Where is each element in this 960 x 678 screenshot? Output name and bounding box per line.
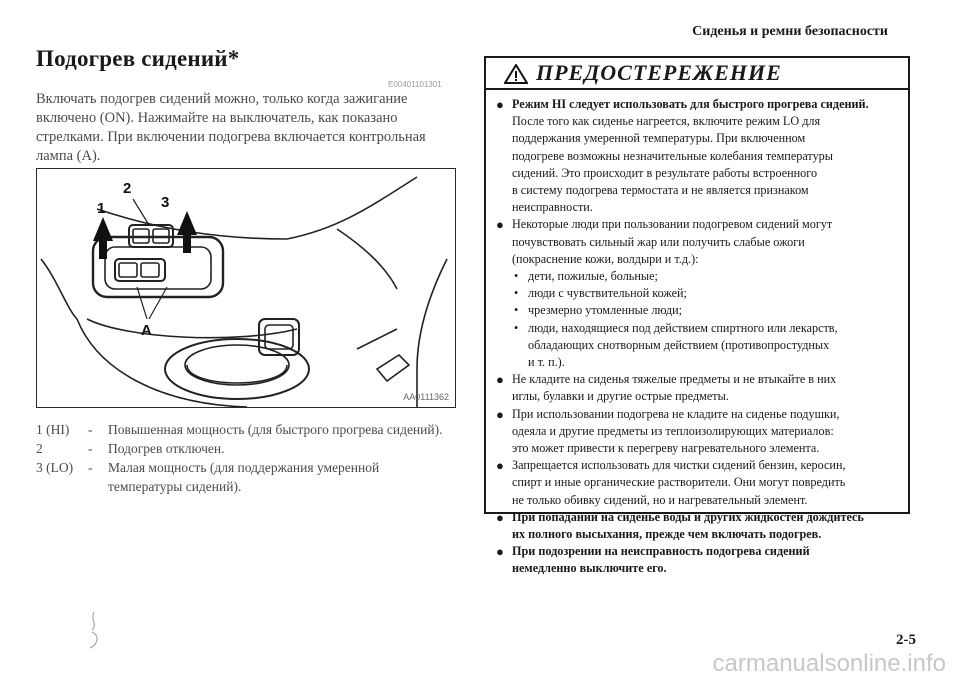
- legend-dash: -: [88, 460, 93, 475]
- warning-line: Не кладите на сиденья тяжелые предметы и не втыкайте в них: [512, 372, 837, 387]
- legend-row-off: [36, 439, 456, 458]
- bullet-icon: ●: [496, 406, 504, 422]
- warning-line: одеяла и другие предметы из теплоизолирующих материалов:: [512, 423, 834, 438]
- warning-line: это может привести к перегреву нагревательного элемента.: [512, 441, 820, 456]
- warning-line: иглы, булавки и другие острые предметы.: [512, 389, 729, 404]
- callout-3: 3: [161, 194, 170, 211]
- legend-dash: -: [88, 441, 93, 456]
- legend-text: [108, 439, 456, 458]
- warning-line: При подозрении на неисправность подогрева сидений: [512, 544, 810, 559]
- dot-icon: •: [514, 320, 519, 335]
- bullet-icon: ●: [496, 544, 504, 560]
- legend-row-lo: [36, 458, 456, 496]
- warning-line: неисправности.: [512, 200, 593, 215]
- warning-header: [486, 58, 908, 90]
- warning-line: спирт и иные органические растворители. Они могут повредить: [512, 475, 846, 490]
- warning-line: поддержания умеренной температуры. При включенном: [512, 131, 806, 146]
- warning-line: Режим HI следует использовать для быстрого прогрева сидений.: [512, 97, 869, 111]
- intro-paragraph: [36, 90, 456, 166]
- legend-text: [108, 420, 456, 439]
- warning-line: Некоторые люди при пользовании подогревом сидений могут: [512, 217, 833, 232]
- warning-line: их полного высыхания, прежде чем включать подогрев.: [512, 527, 822, 542]
- warning-line: Запрещается использовать для чистки сидений бензин, керосин,: [512, 458, 846, 473]
- margin-mark: [86, 610, 106, 650]
- dot-icon: •: [514, 286, 519, 301]
- legend-row-hi: [36, 420, 456, 439]
- warning-line: При использовании подогрева не кладите на сиденье подушки,: [512, 406, 840, 421]
- warning-item: [496, 509, 902, 543]
- bullet-icon: ●: [496, 509, 504, 525]
- intro-line: включено (ON). Нажимайте на выключатель, как показано: [36, 110, 398, 126]
- warning-subitem: [496, 285, 902, 302]
- warning-line: чрезмерно утомленные люди;: [528, 303, 682, 318]
- warning-line: почувствовать сильный жар или получить слабые ожоги: [512, 234, 805, 249]
- section-code: E00401101301: [388, 80, 442, 89]
- intro-line: Включать подогрев сидений можно, только когда зажигание: [36, 91, 408, 107]
- warning-line: При попадании на сиденье воды и других жидкостей дождитесь: [512, 509, 864, 524]
- console-illustration: [37, 169, 456, 408]
- bullet-icon: ●: [496, 217, 504, 233]
- running-head: Сиденья и ремни безопасности: [692, 24, 888, 39]
- legend-key: 2: [36, 441, 43, 456]
- warning-line: дети, пожилые, больные;: [528, 269, 658, 284]
- warning-line: После того как сиденье нагреется, включите режим LO для: [512, 114, 821, 129]
- intro-line: стрелками. При включении подогрева включается контрольная: [36, 129, 426, 145]
- warning-subitem: [496, 302, 902, 319]
- warning-item: [496, 457, 902, 509]
- warning-box: [484, 56, 910, 576]
- watermark: carmanualsonline.info: [712, 650, 946, 677]
- warning-line: сидений. Это происходит в результате работы встроенного: [512, 165, 818, 180]
- dot-icon: •: [514, 303, 519, 318]
- legend-line: температуры сидений).: [108, 479, 242, 494]
- bullet-icon: ●: [496, 97, 504, 112]
- warning-item: [496, 96, 902, 216]
- warning-line: и т. п.).: [528, 355, 565, 370]
- legend-key: 1 (HI): [36, 422, 70, 437]
- warning-item: [496, 216, 902, 268]
- legend-dash: -: [88, 422, 93, 437]
- legend-line: Малая мощность (для поддержания умеренной: [108, 460, 380, 475]
- section-title: Подогрев сидений*: [36, 46, 240, 71]
- callout-1: 1: [97, 200, 106, 217]
- warning-line: люди, находящиеся под действием спиртного или лекарств,: [528, 320, 838, 335]
- dot-icon: •: [514, 269, 519, 284]
- warning-line: не только обивку сидений, но и нагревательный элемент.: [512, 492, 808, 507]
- warning-list: [496, 96, 902, 578]
- warning-item: [496, 406, 902, 458]
- seat-heater-figure: [36, 168, 456, 408]
- callout-A: A: [141, 322, 152, 339]
- page-number: 2-5: [896, 632, 916, 648]
- warning-subitem: [496, 268, 902, 285]
- callout-2: 2: [123, 180, 132, 197]
- figure-code: AA0111362: [403, 392, 449, 402]
- legend-key: 3 (LO): [36, 460, 74, 475]
- warning-triangle-icon: [504, 64, 528, 84]
- legend-line: Подогрев отключен.: [108, 441, 225, 456]
- bullet-icon: ●: [496, 458, 504, 474]
- warning-line: подогреве возможны незначительные колебания температуры: [512, 148, 833, 163]
- warning-subitem: [496, 320, 902, 372]
- switch-legend: [36, 420, 456, 496]
- warning-title: ПРЕДОСТЕРЕЖЕНИЕ: [536, 60, 782, 85]
- bullet-icon: ●: [496, 372, 504, 388]
- warning-item: [496, 371, 902, 405]
- legend-text: [108, 458, 456, 496]
- legend-line: Повышенная мощность (для быстрого прогрева сидений).: [108, 422, 443, 437]
- warning-line: (покраснение кожи, волдыри и т.д.):: [512, 251, 699, 266]
- warning-line: люди с чувствительной кожей;: [528, 286, 687, 301]
- warning-line: в систему подогрева термостата и не является признаком: [512, 183, 809, 198]
- intro-line: лампа (A).: [36, 148, 101, 164]
- warning-line: немедленно выключите его.: [512, 561, 667, 576]
- warning-line: обладающих снотворным действием (противопростудных: [528, 337, 830, 352]
- warning-item: [496, 543, 902, 577]
